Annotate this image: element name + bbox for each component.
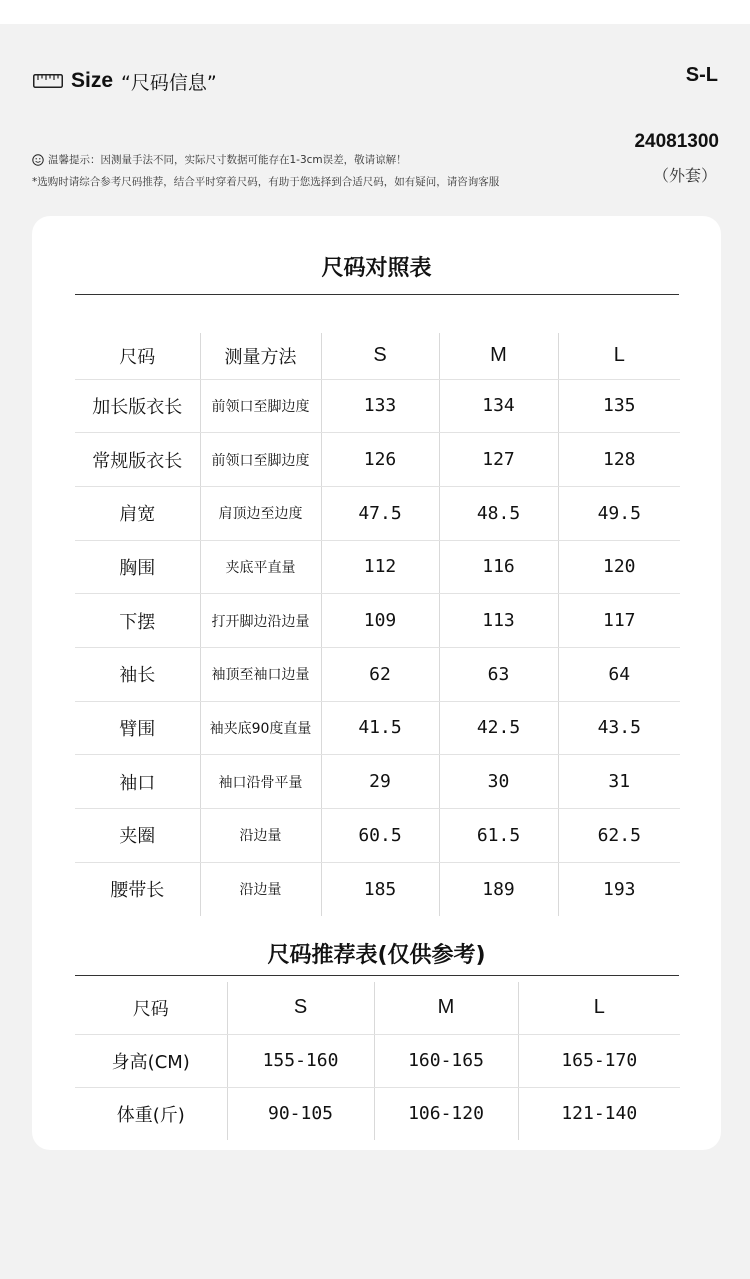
- value-cell: 120: [558, 540, 680, 594]
- label-cell: 身高(CM): [75, 1034, 227, 1087]
- value-cell: 116: [439, 540, 558, 594]
- value-cell: 30: [439, 755, 558, 809]
- part-cell: 常规版衣长: [75, 433, 200, 487]
- value-cell: 117: [558, 594, 680, 648]
- size-title-zh: “尺码信息”: [121, 71, 217, 94]
- product-type: （外套）: [652, 166, 717, 185]
- header-cell: S: [227, 982, 374, 1034]
- size-card: [32, 216, 721, 1150]
- value-cell: 126: [321, 433, 439, 487]
- ruler-icon: [33, 74, 63, 88]
- value-cell: 29: [321, 755, 439, 809]
- value-cell: 47.5: [321, 486, 439, 540]
- value-cell: 155-160: [227, 1034, 374, 1087]
- recommend-chart-divider: [75, 975, 679, 976]
- size-chart-header-row: [75, 333, 680, 379]
- value-cell: 60.5: [321, 809, 439, 863]
- value-cell: 62: [321, 647, 439, 701]
- value-cell: 41.5: [321, 701, 439, 755]
- header-cell: 尺码: [75, 982, 227, 1034]
- table-row: [75, 809, 680, 863]
- value-cell: 128: [558, 433, 680, 487]
- table-row: [75, 755, 680, 809]
- value-cell: 90-105: [227, 1087, 374, 1140]
- method-cell: 前领口至脚边度: [200, 433, 321, 487]
- value-cell: 106-120: [374, 1087, 518, 1140]
- value-cell: 43.5: [558, 701, 680, 755]
- value-cell: 62.5: [558, 809, 680, 863]
- method-cell: 沿边量: [200, 862, 321, 916]
- tip-text-2: *选购时请综合参考尺码推荐，结合平时穿着尺码，有助于您选择到合适尺码，如有疑问，请咨询客服: [32, 176, 500, 188]
- part-cell: 下摆: [75, 594, 200, 648]
- value-cell: 165-170: [518, 1034, 680, 1087]
- header-cell: S: [321, 333, 439, 379]
- value-cell: 61.5: [439, 809, 558, 863]
- tip-line-2: [32, 171, 499, 193]
- recommend-chart-title: 尺码推荐表(仅供参考): [267, 943, 486, 968]
- size-title-en: Size: [71, 69, 114, 92]
- header-cell: M: [374, 982, 518, 1034]
- method-cell: 打开脚边沿边量: [200, 594, 321, 648]
- table-row: [75, 540, 680, 594]
- value-cell: 48.5: [439, 486, 558, 540]
- value-cell: 63: [439, 647, 558, 701]
- value-cell: 185: [321, 862, 439, 916]
- table-row: [75, 486, 680, 540]
- value-cell: 134: [439, 379, 558, 433]
- method-cell: 袖夹底90度直量: [200, 701, 321, 755]
- table-row: [75, 647, 680, 701]
- method-cell: 夹底平直量: [200, 540, 321, 594]
- header-cell: L: [558, 333, 680, 379]
- value-cell: 135: [558, 379, 680, 433]
- tips-block: [32, 149, 499, 193]
- part-cell: 夹圈: [75, 809, 200, 863]
- tip-line-1: [32, 149, 499, 171]
- table-row: [75, 1087, 680, 1140]
- value-cell: 31: [558, 755, 680, 809]
- top-band: [0, 0, 750, 24]
- header-cell: 测量方法: [200, 333, 321, 379]
- size-chart-title: 尺码对照表: [321, 256, 432, 281]
- value-cell: 64: [558, 647, 680, 701]
- header-cell: M: [439, 333, 558, 379]
- size-chart-divider: [75, 294, 679, 295]
- method-cell: 肩顶边至边度: [200, 486, 321, 540]
- recommend-header-row: [75, 982, 680, 1034]
- smile-icon: [32, 154, 44, 166]
- part-cell: 肩宽: [75, 486, 200, 540]
- method-cell: 前领口至脚边度: [200, 379, 321, 433]
- table-row: [75, 433, 680, 487]
- value-cell: 189: [439, 862, 558, 916]
- recommend-chart-table: [75, 982, 680, 1140]
- size-chart-table: [75, 333, 680, 916]
- value-cell: 127: [439, 433, 558, 487]
- page-header: [33, 66, 217, 96]
- part-cell: 腰带长: [110, 880, 165, 902]
- header-cell: L: [518, 982, 680, 1034]
- tip-text-1: 温馨提示：因测量手法不同，实际尺寸数据可能存在1-3cm误差，敬请谅解！: [48, 154, 407, 166]
- part-cell: 袖长: [75, 647, 200, 701]
- table-row: [75, 594, 680, 648]
- method-cell: 袖顶至袖口边量: [200, 647, 321, 701]
- method-cell: 沿边量: [200, 809, 321, 863]
- size-range: S-L: [685, 64, 718, 86]
- value-cell: 193: [558, 862, 680, 916]
- label-cell: 体重(斤): [116, 1104, 185, 1126]
- table-row: [75, 862, 680, 916]
- value-cell: 160-165: [374, 1034, 518, 1087]
- table-row: [75, 701, 680, 755]
- method-cell: 袖口沿骨平量: [200, 755, 321, 809]
- header-cell: 尺码: [75, 333, 200, 379]
- product-code: 24081300: [634, 131, 719, 152]
- value-cell: 42.5: [439, 701, 558, 755]
- value-cell: 109: [321, 594, 439, 648]
- value-cell: 112: [321, 540, 439, 594]
- part-cell: 袖口: [75, 755, 200, 809]
- table-row: [75, 1034, 680, 1087]
- value-cell: 113: [439, 594, 558, 648]
- value-cell: 49.5: [558, 486, 680, 540]
- part-cell: 臂围: [75, 701, 200, 755]
- part-cell: 加长版衣长: [75, 379, 200, 433]
- value-cell: 121-140: [518, 1087, 680, 1140]
- part-cell: 胸围: [75, 540, 200, 594]
- value-cell: 133: [321, 379, 439, 433]
- table-row: [75, 379, 680, 433]
